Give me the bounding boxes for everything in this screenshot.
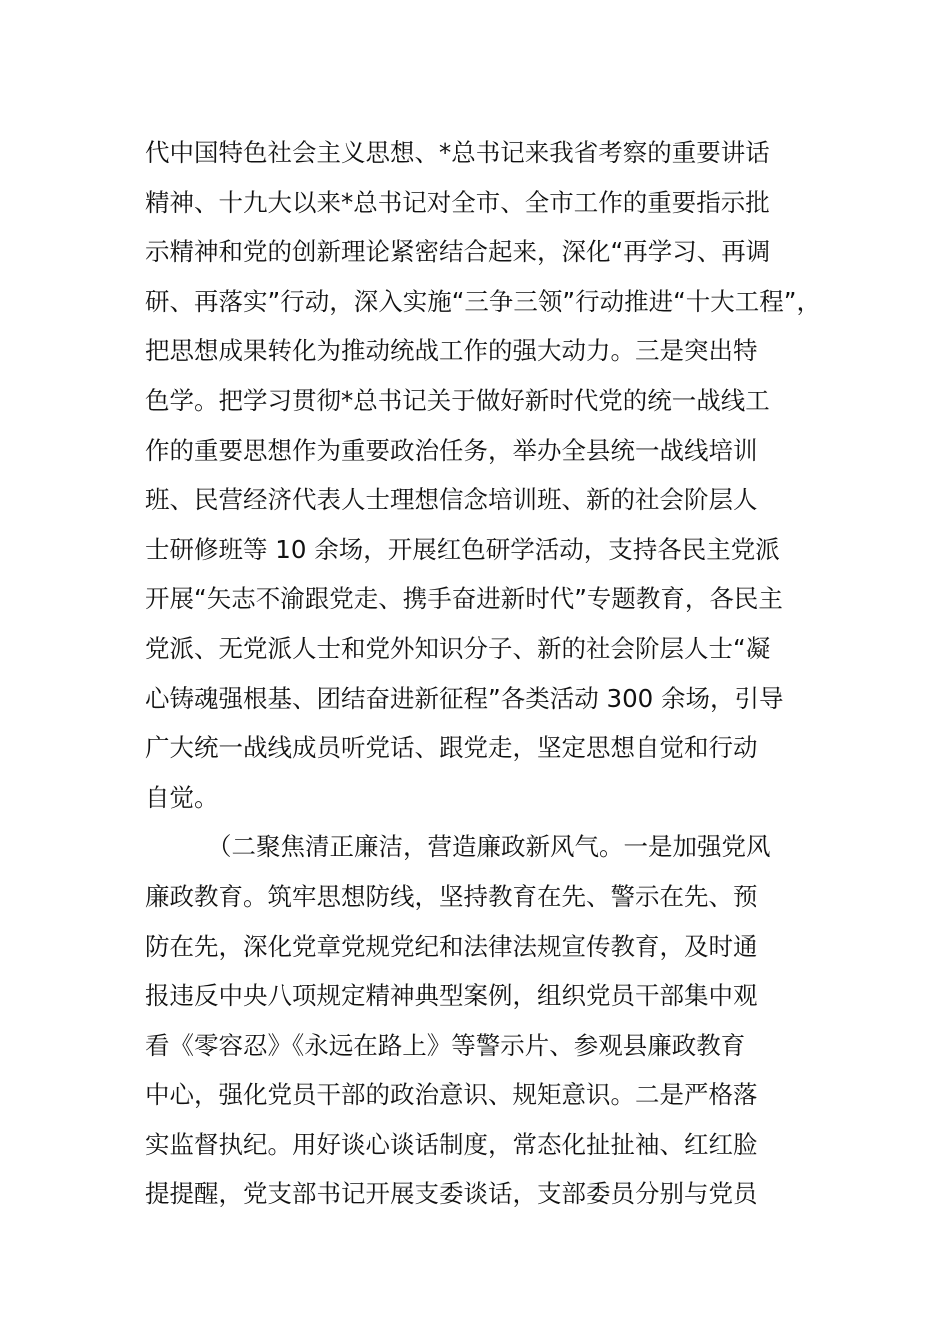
text-line: 实监督执纪。用好谈心谈话制度，常态化扯扯袖、红红脸 [145, 1129, 758, 1159]
paragraph-start-line: （二聚焦清正廉洁，营造廉政新风气。一是加强党风 [207, 832, 771, 862]
text-line: 示精神和党的创新理论紧密结合起来，深化“再学习、再调 [145, 237, 771, 267]
text-line: 报违反中央八项规定精神典型案例，组织党员干部集中观 [145, 981, 758, 1011]
text-line: 开展“矢志不渝跟党走、携手奋进新时代”专题教育，各民主 [145, 584, 783, 614]
text-line: 作的重要思想作为重要政治任务，举办全县统一战线培训 [145, 435, 758, 465]
text-line: 代中国特色社会主义思想、*总书记来我省考察的重要讲话 [145, 138, 770, 167]
text-line: 把思想成果转化为推动统战工作的强大动力。三是突出特 [145, 336, 758, 366]
text-line: 党派、无党派人士和党外知识分子、新的社会阶层人士“凝 [145, 633, 771, 663]
text-line: 提提醒，党支部书记开展支委谈话，支部委员分别与党员 [145, 1179, 758, 1209]
text-line: 心铸魂强根基、团结奋进新征程”各类活动 300 余场，引导 [145, 683, 784, 713]
text-line: 自觉。 [145, 782, 219, 812]
text-line: 看《零容忍》《永远在路上》等警示片、参观县廉政教育 [145, 1030, 746, 1060]
text-line: 中心，强化党员干部的政治意识、规矩意识。二是严格落 [145, 1080, 758, 1110]
text-line: 班、民营经济代表人士理想信念培训班、新的社会阶层人 [145, 485, 758, 515]
text-line: 研、再落实”行动，深入实施“三争三领”行动推进“十大工程”， [145, 286, 821, 316]
text-line: 防在先，深化党章党规党纪和法律法规宣传教育，及时通 [145, 931, 758, 961]
text-line: 士研修班等 10 余场，开展红色研学活动，支持各民主党派 [145, 534, 780, 564]
body-text [145, 128, 845, 1219]
text-line: 廉政教育。筑牢思想防线，坚持教育在先、警示在先、预 [145, 881, 758, 911]
text-line: 精神、十九大以来*总书记对全市、全市工作的重要指示批 [145, 187, 770, 217]
text-line: 广大统一战线成员听党话、跟党走，坚定思想自觉和行动 [145, 733, 758, 763]
text-line: 色学。把学习贯彻*总书记关于做好新时代党的统一战线工 [145, 385, 770, 415]
